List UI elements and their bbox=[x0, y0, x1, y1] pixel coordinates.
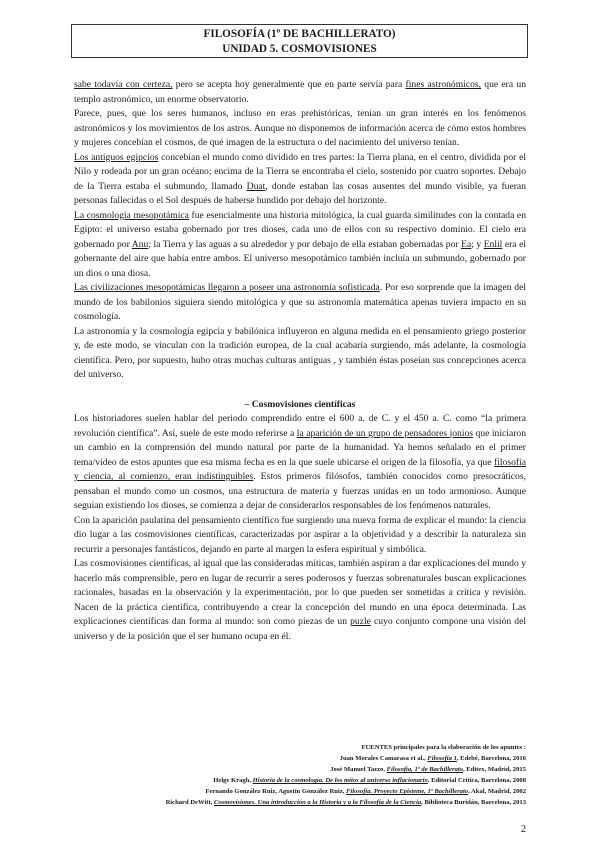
source-author: Fernando González Ruiz, Agustín González Ruiz, bbox=[205, 788, 346, 796]
text: pero se acepta hoy generalmente que en parte servía para bbox=[172, 79, 406, 90]
text: . Estos primeros filósofos, también conocidos como presocráticos, pensaban el mundo como un cosmos, una estructura de materia y fuerzas unidas en un todo armonioso. Aunque seguían existiendo los dioses, se comienza a dejar de considerarlos responsables de los fenómenos naturales. bbox=[74, 471, 526, 511]
paragraph-8: Con la aparición paulatina del pensamiento científico fue surgiendo una nueva forma de explicar el mundo: la ciencia dio lugar a las cosmovisiones científicas, caracterizadas por aspirar a la objetividad y a describir la naturaleza sin recurrir a personajes fantásticos, dejando en parte al margen la esfera espiritual y simbólica. bbox=[74, 514, 526, 555]
source-publisher: , Editex, Madrid, 2015 bbox=[462, 766, 526, 774]
source-publisher: , Akal, Madrid, 2002 bbox=[468, 788, 526, 796]
document-body bbox=[74, 78, 526, 644]
source-publisher: , Biblioteca Buridán, Barcelona, 2013 bbox=[421, 799, 526, 807]
source-title-link[interactable]: Historia de la cosmología. De los mitos al universo inflacionario bbox=[252, 777, 428, 785]
source-title-link[interactable]: Filosofía, 1º de Bachillerato bbox=[386, 766, 463, 774]
underline-text: fines astronómicos, bbox=[405, 79, 482, 90]
source-item bbox=[56, 786, 526, 797]
header-unit: UNIDAD 5. COSMOVISIONES bbox=[222, 43, 377, 55]
paragraph-historiadores bbox=[74, 412, 526, 514]
text: fue esencialmente una historia mitológica, la cual guarda similitudes con la contada en Egipto: el universo estaba gobernado por tres dioses, cada uno de ellos con su respectivo dominio. El cielo era gobernado por bbox=[74, 209, 526, 250]
underline-text: sabe todavía con certeza, bbox=[74, 79, 173, 90]
text: que iniciaron un cambio en la comprensión del mundo natural por parte de la humanidad. Ya hemos señalado en el primer tema/vídeo de estos apuntes que esa misma fecha es en la que suele ubicarse el origen de la filosofía, ya que bbox=[74, 427, 526, 468]
paragraph-6: La astronomía y la cosmología egipcia y babilónica influyeron en alguna medida en el pensamiento griego posterior y, de este modo, se vinculan con la tradición europea, de la cual acabaría surgiendo, más adelante, la cosmología científica. Pero, por supuesto, hubo otras muchas culturas antiguas , y también éstas poseían sus concepciones acerca del universo. bbox=[74, 325, 526, 380]
paragraph-civilizaciones bbox=[74, 281, 526, 325]
paragraph-egipcios bbox=[74, 151, 526, 209]
underline-text: filosofía y ciencia, al comienzo, eran indistinguibles bbox=[74, 456, 526, 482]
text: concebían el mundo como dividido en tres partes: la Tierra plana, en el centro, dividida por el Nilo y rodeada por un gran océano; encima de la Tierra se encontraba el cielo, sostenido por cuatro soportes. Debajo de la Tierra estaba el submundo, llamado bbox=[74, 151, 526, 192]
page-number: 2 bbox=[521, 824, 526, 835]
text: ; y bbox=[471, 238, 484, 250]
source-item bbox=[56, 753, 526, 764]
header-course: FILOSOFÍA (1º DE BACHILLERATO) bbox=[203, 28, 396, 40]
underline-text: Anu bbox=[131, 238, 149, 250]
underline-text: la aparición de un grupo de pensadores jonios bbox=[296, 427, 474, 439]
source-author: Juan Morales Camarasa et al., bbox=[339, 755, 428, 763]
paragraph-cosmovisiones bbox=[74, 557, 526, 644]
text: que era un templo astronómico, un enorme observatorio. bbox=[74, 79, 526, 105]
source-title-link[interactable]: Filosofía 1 bbox=[427, 755, 457, 763]
source-author: Richard DeWitt, bbox=[165, 799, 214, 807]
document-header bbox=[71, 24, 528, 58]
underline-text: Enlil bbox=[483, 238, 503, 250]
source-title-link[interactable]: Filosofía. Proyecto Episteme, 1º Bachillerato bbox=[345, 788, 469, 796]
sources-heading: FUENTES principales para la elaboración de los apuntes : bbox=[361, 744, 526, 751]
text: ; la Tierra y las aguas a su alrededor y por debajo de ella estaban gobernadas por bbox=[148, 238, 462, 250]
text: Los historiadores suelen hablar del periodo comprendido entre el 600 a. de C. y el 450 a. C. como “la primera revolución científica”. Así, suele de este modo referirse a bbox=[74, 413, 526, 439]
source-item bbox=[56, 797, 526, 808]
sources-list bbox=[56, 742, 526, 809]
underline-text: Las civilizaciones mesopotámicas llegaron a poseer una astronomía sofisticada bbox=[74, 282, 380, 293]
source-author: José Manuel Tazzo, bbox=[330, 766, 387, 774]
underline-text: puzle bbox=[350, 616, 371, 627]
paragraph-1 bbox=[74, 78, 526, 107]
source-author: Helge Kragh, bbox=[213, 777, 253, 785]
paragraph-mesopotamia bbox=[74, 209, 526, 282]
text: cuyo conjunto compone una visión del universo y de la posición que el ser humano ocupa en él. bbox=[74, 616, 526, 642]
text: era el gobernante del aire que había entre ambos. El universo mesopotámico también incluía un submundo, gobernado por un dios o una diosa. bbox=[74, 238, 526, 279]
text: , donde estaban las cosas ausentes del mundo visible, ya fueran personas fallecidas o el Sol después de haberse hundido por debajo del horizonte. bbox=[74, 180, 526, 206]
source-item bbox=[56, 764, 526, 775]
text: Las cosmovisiones científicas, al igual que las consideradas míticas, también aspiran a dar explicaciones del mundo y hacerlo más comprensible, pero en lugar de recurrir a seres poderosos y fuerzas sobrenaturales buscan explicaciones racionales, basadas en la observación y la experimentación, por lo que pueden ser sometidas a crítica y revisión. Nacen de la práctica científica, contribuyendo a crear la concepción del mundo en una época determinada. Las explicaciones científicas dan forma al mundo: son como piezas de un bbox=[74, 558, 526, 627]
source-item bbox=[56, 775, 526, 786]
underline-text: Los antiguos egipcios bbox=[74, 151, 159, 163]
underline-text: Duat bbox=[246, 180, 266, 192]
source-title-link[interactable]: Cosmovisiones. Una introducción a la Historia y a la Filosofía de la Ciencia bbox=[213, 799, 422, 807]
source-publisher: , Editorial Crítica, Barcelona, 2008 bbox=[427, 777, 526, 785]
underline-text: La cosmología mesopotámica bbox=[74, 209, 189, 221]
source-publisher: , Edebé, Barcelona, 2016 bbox=[456, 755, 526, 763]
paragraph-2: Parece, pues, que los seres humanos, incluso en eras prehistóricas, tenían un gran interés en los fenómenos astronómicos y los movimientos de los astros. Aunque no disponemos de información acerca de cómo estos hombres y mujeres concebían el cosmos, de qué imagen de la estructura o del nacimiento del universo tenían. bbox=[74, 108, 526, 148]
text: . Por eso sorprende que la imagen del mundo de los babilonios siguiera siendo mitológica y que su astronomía matemática apenas tuviera impacto en su cosmología. bbox=[74, 282, 526, 322]
underline-text: Ea bbox=[461, 238, 472, 250]
section-title: – Cosmovisiones científicas bbox=[244, 398, 356, 410]
